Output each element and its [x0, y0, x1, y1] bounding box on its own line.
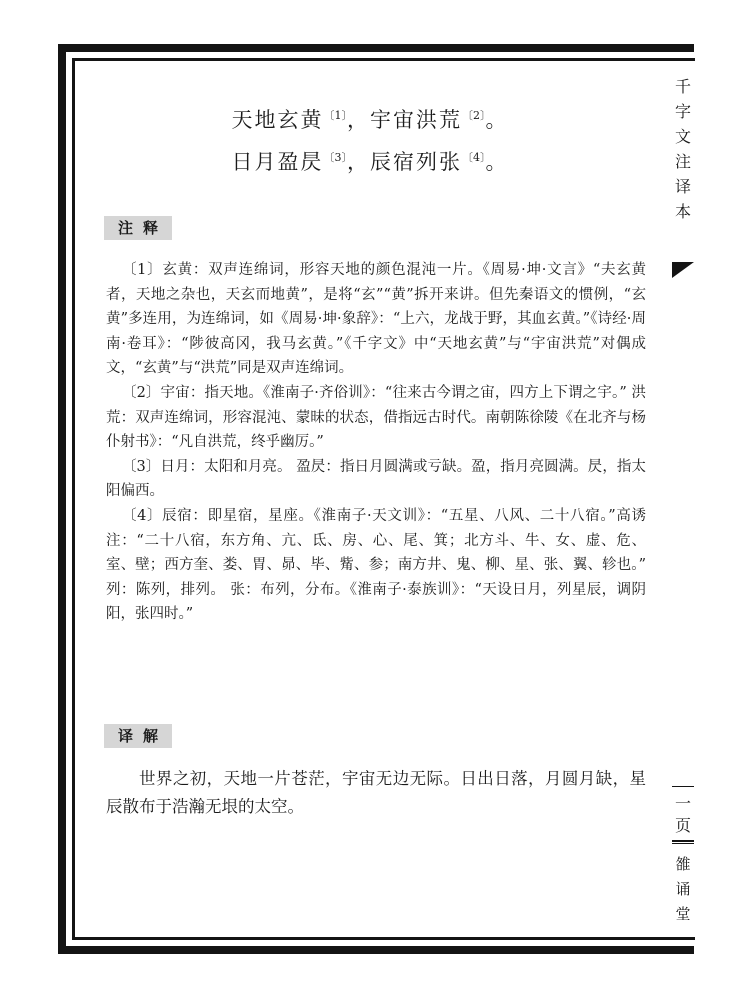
notes-section [106, 258, 646, 627]
footnote-ref-2[interactable]: 〔2〕 [462, 109, 486, 122]
side-publisher [672, 852, 694, 927]
translation-text: 世界之初，天地一片苍茫，宇宙无边无际。日出日落，月圆月缺，星辰散布于浩瀚无垠的太空。 [106, 769, 646, 816]
side-title-char: 译 [674, 177, 691, 196]
side-title-char: 千 [674, 77, 691, 96]
note-3: 〔3〕日月：太阳和月亮。 盈昃：指日月圆满或亏缺。盈，指月亮圆满。昃，指太阳偏西。 [106, 458, 646, 500]
note-4: 〔4〕辰宿：即星宿，星座。《淮南子·天文训》：“五星、八风、二十八宿。”高诱注：“二十八宿，东方角、亢、氐、房、心、尾、箕；北方斗、牛、女、虚、危、室、壁；西方奎、娄、胃、昴、毕、觜、参；南方井、鬼、柳、星、张、翼、轸也。” 列：陈列，排列。 张：布列，分布。《淮南子·泰族训》：“天设日月，列星辰，调阴阳，张四时。” [106, 507, 646, 623]
translation-heading: 译解 [104, 724, 172, 748]
side-title-char: 字 [674, 102, 691, 121]
note-2: 〔2〕宇宙：指天地。《淮南子·齐俗训》：“往来古今谓之宙，四方上下谓之宇。” 洪荒：双声连绵词，形容混沌、蒙昧的状态，借指远古时代。南朝陈徐陵《在北齐与杨仆射书》：“凡自洪荒，终乎幽厉。” [106, 384, 646, 451]
side-tab [672, 60, 694, 935]
verse-2-part-b: ，辰宿列张 [347, 150, 462, 174]
verse-1-part-a: 天地玄黄 [231, 108, 324, 132]
side-book-title [672, 74, 694, 224]
footnote-ref-3[interactable]: 〔3〕 [323, 151, 347, 164]
side-page-char: 一 [674, 794, 691, 813]
side-publisher-char: 诵 [675, 880, 691, 898]
footnote-ref-1[interactable]: 〔1〕 [323, 109, 347, 122]
note-1: 〔1〕玄黄：双声连绵词，形容天地的颜色混沌一片。《周易·坤·文言》“夫玄黄者，天地之杂也，天玄而地黄”，是将“玄”“黄”拆开来讲。但先秦语文的惯例，“玄黄”多连用，为连绵词，如《周易·坤·象辞》：“上六，龙战于野，其血玄黄。”《诗经·周南·卷耳》：“陟彼高冈，我马玄黄。”《千字文》中“天地玄黄”与“宇宙洪荒”对偶成文，“玄黄”与“洪荒”同是双声连绵词。 [106, 262, 646, 377]
side-page-char: 页 [674, 816, 691, 835]
verse-line-1 [70, 104, 670, 134]
verse-line-2 [70, 146, 670, 176]
notes-heading: 注释 [104, 216, 172, 240]
verse-1-part-b: ，宇宙洪荒 [347, 108, 462, 132]
page-body [70, 60, 670, 934]
side-divider [672, 840, 694, 842]
verse-2-part-c: 。 [485, 150, 509, 174]
verse-1-part-c: 。 [485, 108, 509, 132]
side-publisher-char: 堂 [675, 905, 691, 923]
verse-2-part-a: 日月盈昃 [231, 150, 324, 174]
side-title-char: 注 [674, 152, 691, 171]
side-publisher-char: 雒 [675, 855, 691, 873]
side-triangle-marker [672, 262, 694, 278]
footnote-ref-4[interactable]: 〔4〕 [462, 151, 486, 164]
side-title-char: 本 [674, 202, 691, 221]
side-title-char: 文 [674, 127, 691, 146]
side-page-number [672, 786, 694, 844]
